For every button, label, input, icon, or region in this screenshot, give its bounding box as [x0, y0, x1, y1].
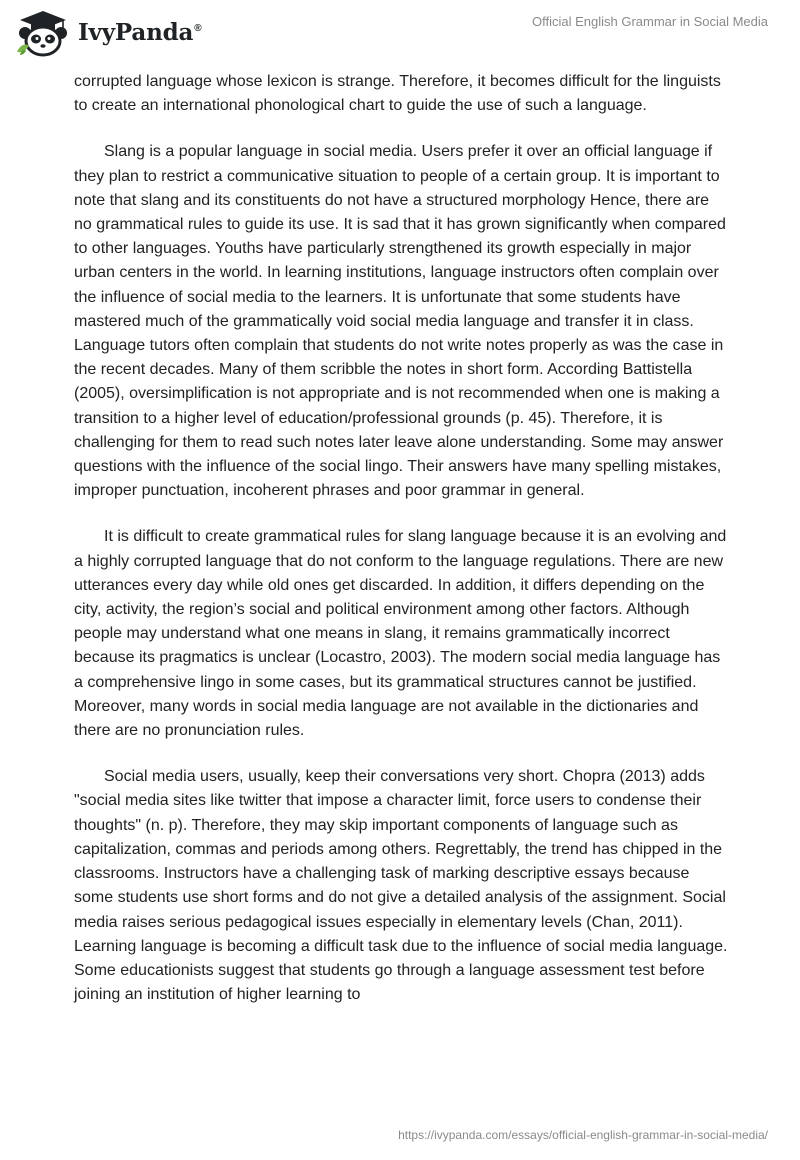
essay-body [74, 70, 730, 1029]
document-title: Official English Grammar in Social Media [531, 14, 768, 29]
brand-name: IvyPanda® [78, 18, 202, 46]
brand-logo[interactable] [14, 8, 204, 58]
paragraph: It is difficult to create grammatical rules for slang language because it is an evolving and a highly corrupted language that do not conform to the language regulations. There are new utterances every day while old ones get discarded. In addition, it differs depending on the city, activity, the region’s social and political environment among other factors. Although people may understand what one means in slang, it remains grammatically incorrect because its pragmatics is unclear (Locastro, 2003). The modern social media language has a comprehensive lingo in some cases, but its grammatical structures cannot be justified. Moreover, many words in social media language are not available in the dictionaries and there are no pronunciation rules. [74, 528, 727, 740]
paragraph: Social media users, usually, keep their conversations very short. Chopra (2013) adds "social media sites like twitter that impose a character limit, force users to condense their thoughts" (n. p). Therefore, they may skip important components of language such as capitalization, commas and periods among others. Regrettably, the trend has chipped in the classrooms. Instructors have a challenging task of marking descriptive essays because some students use short forms and do not give a detailed analysis of the assignment. Social media raises serious pedagogical issues especially in elementary levels (Chan, 2011). Learning language is becoming a difficult task due to the influence of social media language. Some educationists suggest that students go through a language assessment test before joining an institution of higher learning to [74, 768, 728, 1004]
source-url[interactable]: https://ivypanda.com/essays/official-english-grammar-in-social-media/ [398, 1128, 768, 1142]
paragraph-continued: corrupted language whose lexicon is strange. Therefore, it becomes difficult for the linguists to create an international phonological chart to guide the use of such a language. [74, 73, 721, 115]
registered-mark: ® [194, 22, 202, 34]
paragraph: Slang is a popular language in social media. Users prefer it over an official language if they plan to restrict a communicative situation to people of a certain group. It is important to note that slang and its constituents do not have a structured morphology Hence, there are no grammatical rules to guide its use. It is sad that it has grown significantly when compared to other languages. Youths have particularly strengthened its growth especially in major urban centers in the world. In learning institutions, language instructors often complain over the influence of social media to the learners. It is unfortunate that some students have mastered much of the grammatically void social media language and transfer it in class. Language tutors often complain that students do not write notes properly as was the case in the recent decades. Many of them scribble the notes in short form. According Battistella (2005), oversimplification is not appropriate and is not recommended when one is making a transition to a higher level of education/professional grounds (p. 45). Therefore, it is challenging for them to read such notes later leave alone understanding. Some may answer questions with the influence of the social lingo. Their answers have many spelling mistakes, improper punctuation, incoherent phrases and poor grammar in general. [74, 143, 726, 500]
panda-graduation-cap-icon [14, 8, 72, 58]
page-header [0, 0, 800, 64]
